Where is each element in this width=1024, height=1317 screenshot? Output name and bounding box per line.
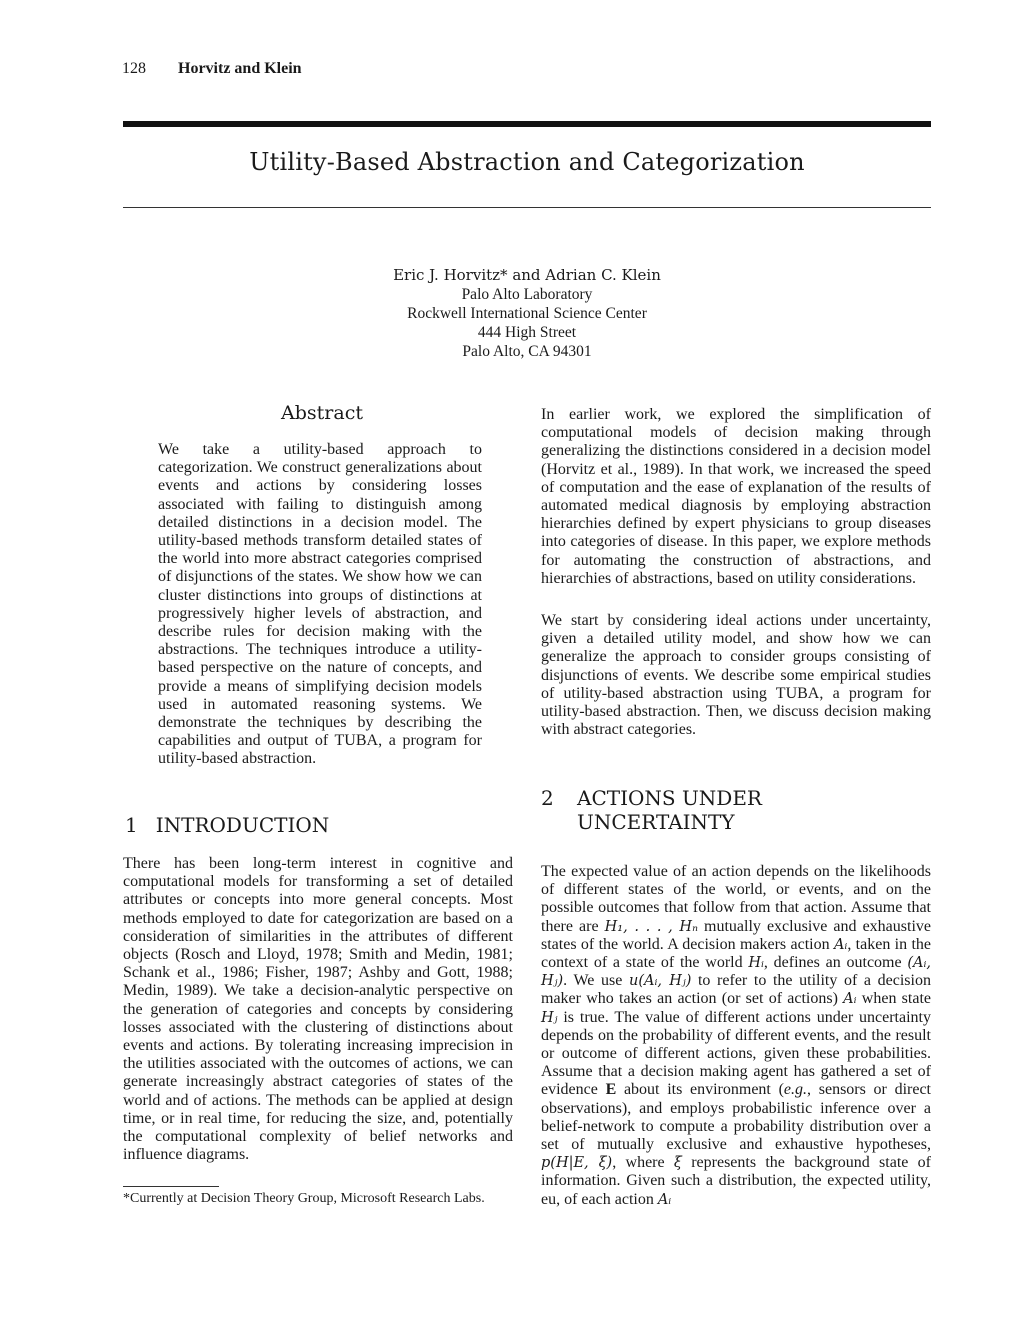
right-paragraph-1 [541,406,931,588]
text-run: , where [612,1154,674,1172]
math-evidence: E [605,1081,617,1099]
text-run: , defines an outcome [763,954,908,972]
text-run: . We use [563,972,629,990]
section-2-number: 2 [541,786,554,810]
footnote-rule [123,1186,219,1187]
math-outcome: (Aᵢ, Hⱼ) [541,955,932,990]
text-run: mutually exclusive and exhaustive states of the world. A decision makers action [541,917,932,953]
math-xi: ξ [673,1155,682,1172]
section-1-heading [125,813,329,837]
running-head: Horvitz and Klein [178,60,302,77]
text-run: , sensors or direct observations), and employs probabilistic inference over a belief-network to compute a probability distribution over a set of mutually exclusive and exhaustive hypotheses, [541,1081,932,1154]
section-2-heading [541,786,762,834]
math-action: Aᵢ [833,936,848,953]
footnote: *Currently at Decision Theory Group, Microsoft Research Labs. [123,1191,485,1206]
title-rule-top [123,121,931,127]
running-header [122,60,302,78]
text-run: when state [856,990,931,1008]
math-utility: u(Aᵢ, Hⱼ) [628,973,692,990]
right-paragraph-2 [541,612,931,739]
math-state: Hᵢ [748,955,764,972]
expected-value-paragraph [541,863,931,1209]
section-1-body [123,855,513,1164]
section-1-title: INTRODUCTION [155,813,330,837]
abstract-text: We take a utility-based approach to categorization. We construct generalizations about events and actions by considering losses associated with failing to distinguish among detailed distinctions in a decision model. The utility-based methods transform detailed states of the world into more abstract categories comprised of disjunctions of the states. We show how we can cluster distinctions into groups of distinctions at progressively higher levels of abstraction, and describe rules for decision making with the abstractions. The techniques introduce a utility-based perspective on the nature of concepts, and provide a means of simplifying decision models used in automated reasoning systems. We demonstrate the techniques by describing the capabilities and output of TUBA, a program for utility-based abstraction. [158,441,482,768]
abstract-body [158,441,482,769]
section-2-title-line-1: ACTIONS UNDER [577,786,762,810]
affiliation-lab: Palo Alto Laboratory [461,286,593,303]
math-states: H₁, . . . , Hₙ [604,918,698,935]
text-run: The expected value of an action depends on the likelihoods of different states of the world, or events, and on the possible outcomes that follow from that action. Assume that there are [541,863,931,935]
earlier-work-paragraph: In earlier work, we explored the simplification of computational models of decision making through generalizing the distinctions considered in a decision model (Horvitz et al., 1989). In that work, we increased the speed of computation and the ease of explanation of the results of automated medical diagnosis by employing abstraction hierarchies defined by expert physicians to group diseases into categories of disease. In this paper, we explore methods for automating the construction of abstractions, and hierarchies of abstractions, based on utility considerations. [541,406,931,587]
math-action: Aᵢ [657,1191,672,1208]
address-street: 444 High Street [477,324,577,341]
text-run: to refer to the utility of a decision maker who takes an action (or set of actions) [541,972,931,1008]
author-block [123,266,931,361]
section-2-title-line-2: UNCERTAINTY [577,810,735,834]
section-1-number: 1 [125,813,138,837]
section-2-body [541,863,931,1209]
title-rule-bottom [123,207,931,208]
eg-abbrev: e.g. [783,1081,808,1099]
author-names: Eric J. Horvitz* and Adrian C. Klein [393,266,661,284]
text-run: , taken in the context of a state of the world [541,935,932,972]
page-number: 128 [122,60,146,77]
math-action: Aᵢ [843,991,857,1008]
approach-paragraph: We start by considering ideal actions under uncertainty, given a detailed utility model, and show how we can generalize the approach to consider groups consisting of disjunctions of events. We describe some empirical studies of utility-based abstraction using TUBA, a program for utility-based abstraction. Then, we discuss decision making with abstract categories. [541,612,931,739]
affiliation-center: Rockwell International Science Center [407,305,647,322]
text-run: is true. The value of different actions under uncertainty depends on the probability of different events, and the result or outcome of different actions, given these probabilities. Assume that a decision making agent has gathered a set of evidence [541,1008,931,1099]
abstract-heading: Abstract [281,402,363,424]
text-run: represents the background state of information. Given such a distribution, the expected utility, eu, of each action [541,1154,931,1208]
math-state: Hⱼ [541,1009,558,1026]
address-city: Palo Alto, CA 94301 [462,343,592,360]
text-run: about its environment ( [616,1081,784,1099]
paper-title: Utility-Based Abstraction and Categorization [249,148,805,176]
math-posterior: p(H|E, ξ) [541,1155,613,1172]
intro-paragraph: There has been long-term interest in cognitive and computational models for transforming a set of detailed attributes or concepts into more general concepts. Most methods employed to date for categorization are based on a consideration of similarities in the attributes of different objects (Rosch and Lloyd, 1978; Smith and Medin, 1981; Schank et al., 1986; Fisher, 1987; Ashby and Gott, 1988; Medin, 1989). We take a decision-analytic perspective on the generation of categories and concepts by considering losses associated with the clustering of distinctions about events and actions. By tolerating increasing imprecision in the utilities associated with the outcomes of actions, we can generate increasingly abstract categories of states of the world and of actions. The methods can be applied at design time, or in real time, for reducing the size, and, potentially the computational complexity of belief networks and influence diagrams. [123,855,513,1164]
